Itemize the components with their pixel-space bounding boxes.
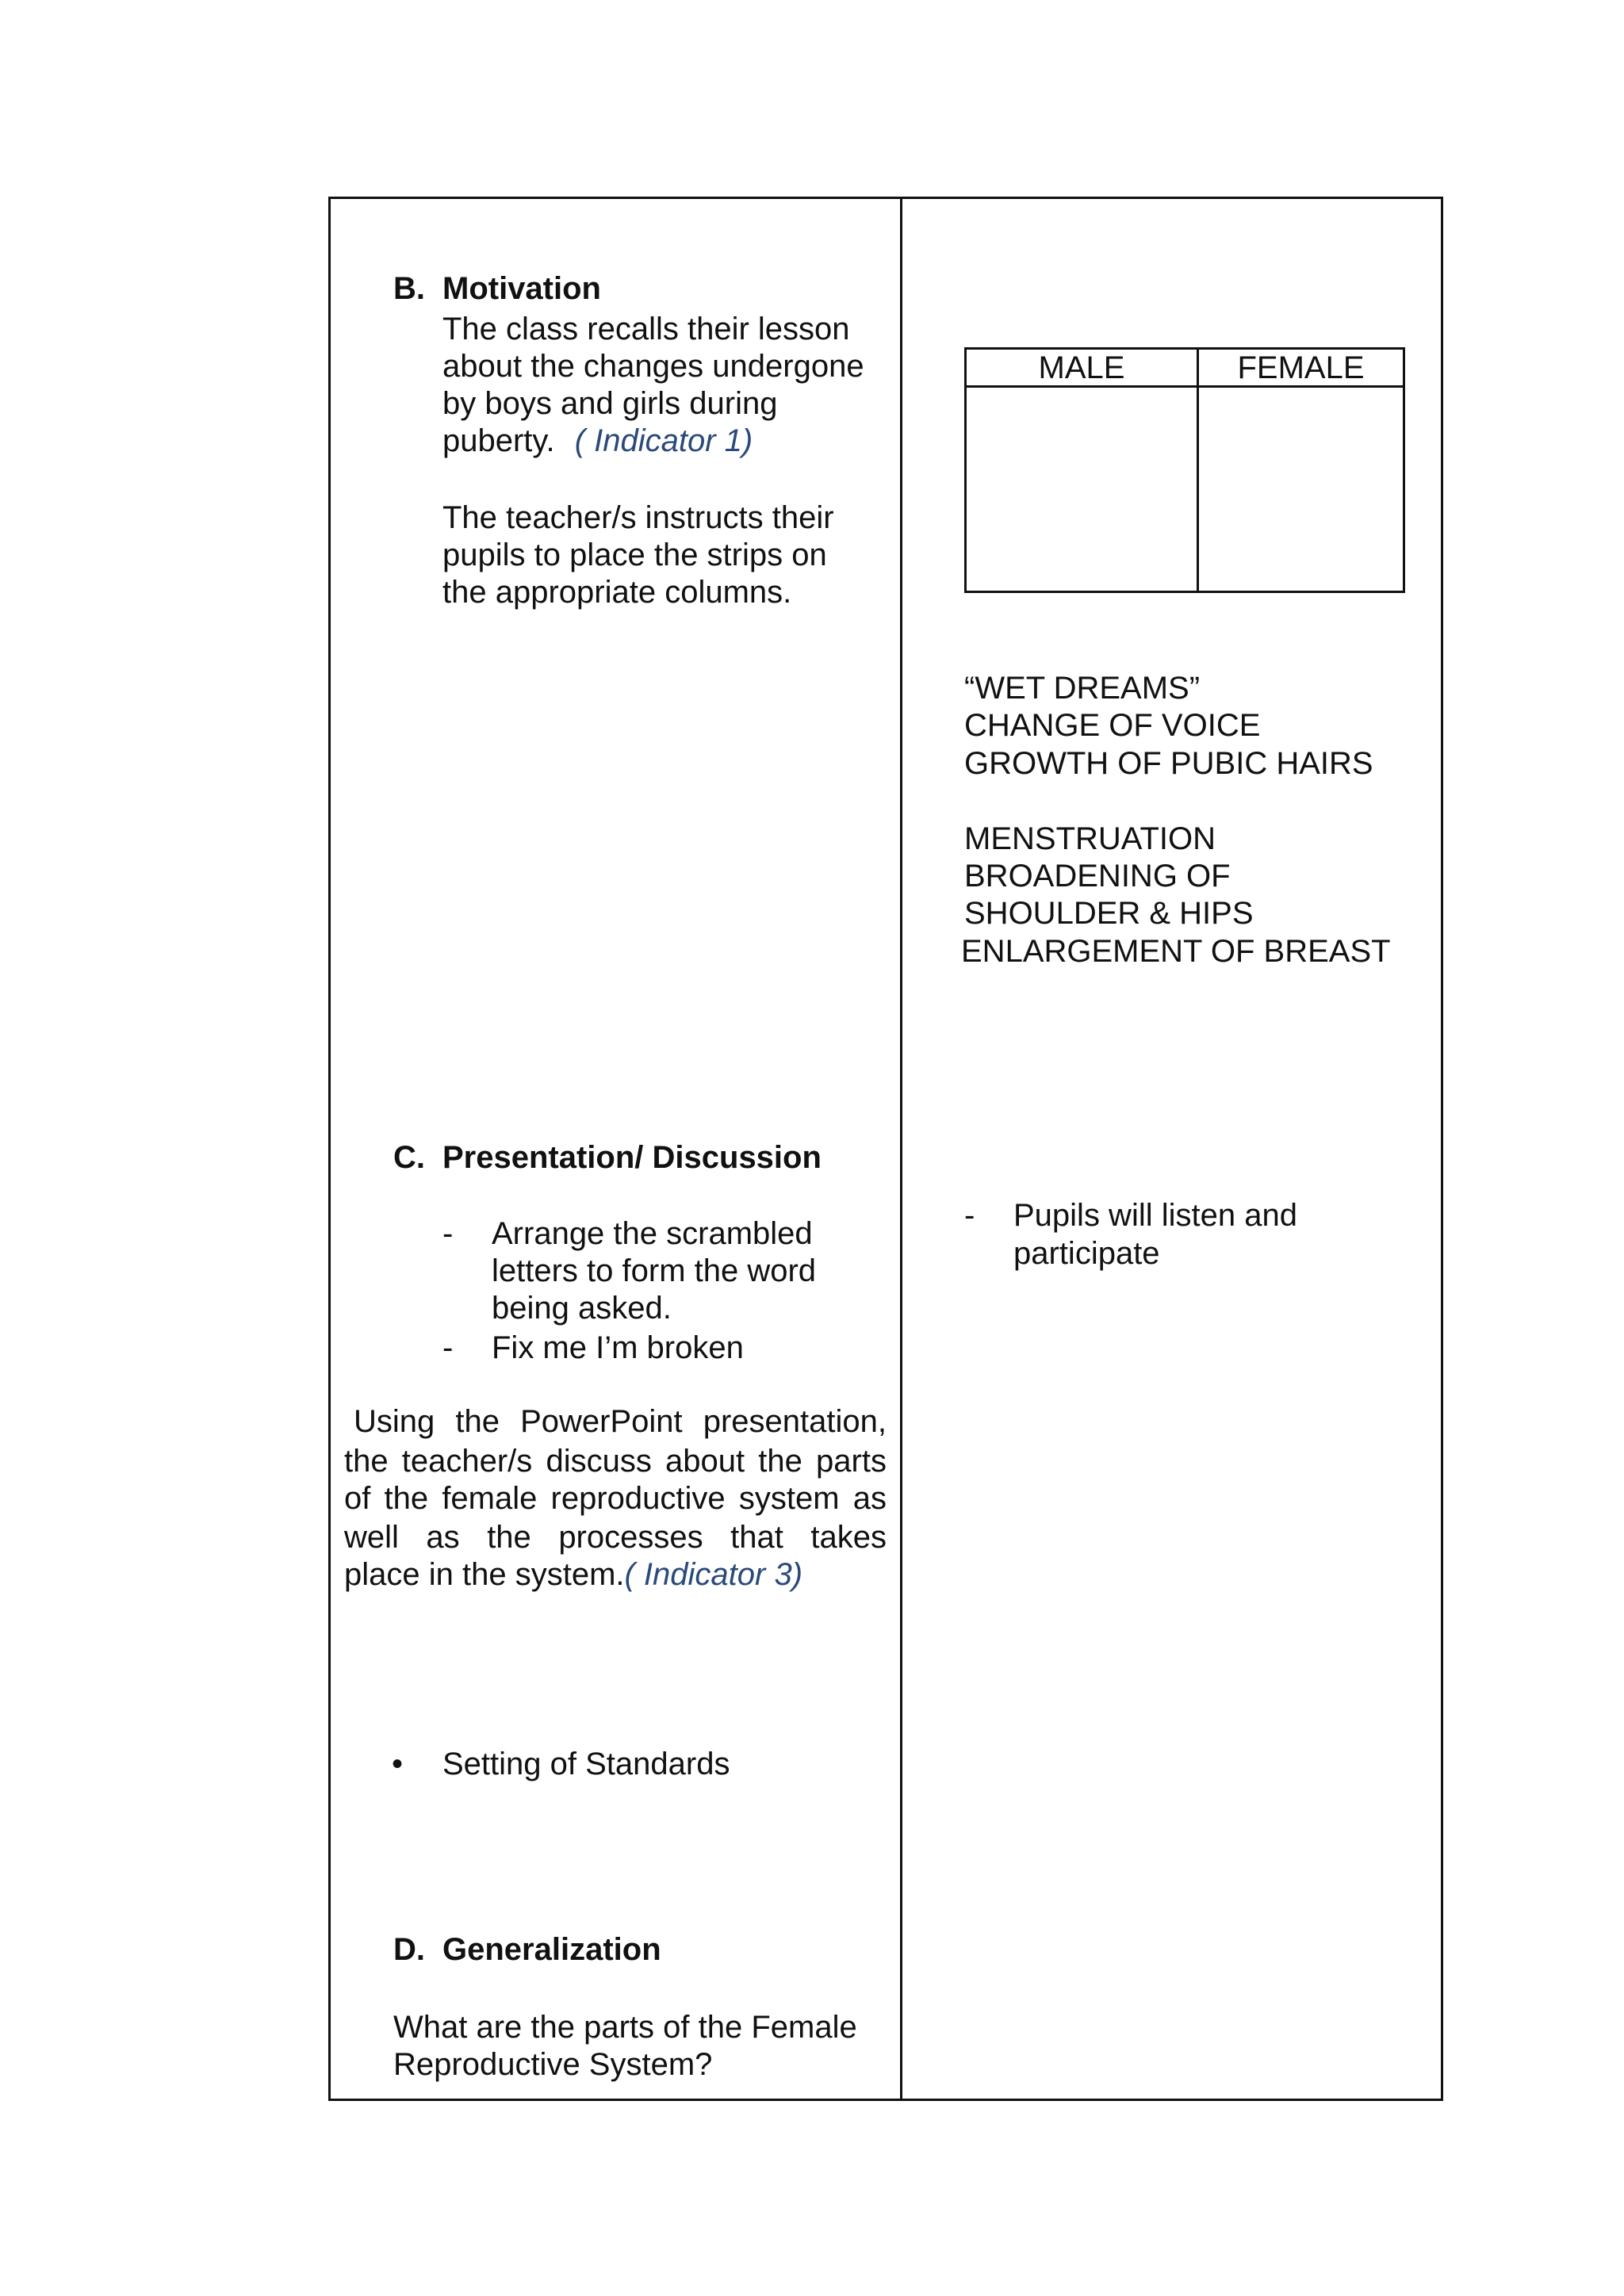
- activity-item: Fix me I’m broken: [492, 1330, 744, 1365]
- discussion-line: [344, 1519, 887, 1556]
- bullet-icon: •: [392, 1747, 404, 1781]
- discussion-line: [344, 1556, 802, 1594]
- pupil-response-line: participate: [1013, 1236, 1160, 1271]
- motivation-text-line: by boys and girls during: [442, 386, 778, 421]
- male-female-table: [964, 347, 1405, 593]
- strip-label: MENSTRUATION: [964, 821, 1216, 856]
- activity-item-line: being asked.: [492, 1291, 672, 1326]
- motivation-text-line: The class recalls their lesson: [442, 312, 850, 346]
- presentation-heading: Presentation/ Discussion: [442, 1140, 822, 1175]
- table-header-divider: [967, 385, 1403, 388]
- pupil-response-line: Pupils will listen and: [1013, 1198, 1297, 1233]
- word: of: [344, 1481, 371, 1516]
- discussion-line: [350, 1403, 887, 1441]
- motivation-text-line: [442, 423, 753, 460]
- setting-of-standards: Setting of Standards: [442, 1747, 730, 1781]
- word: teacher/s: [401, 1444, 533, 1479]
- word: the: [487, 1520, 531, 1555]
- strip-label: BROADENING OF: [964, 859, 1231, 894]
- strip-label: CHANGE OF VOICE: [964, 708, 1261, 743]
- word: Using: [354, 1404, 435, 1439]
- presentation-letter: C.: [393, 1140, 425, 1175]
- indicator-3: ( Indicator 3): [624, 1557, 803, 1592]
- word: the: [455, 1404, 500, 1439]
- discussion-line: [344, 1480, 887, 1517]
- instruction-text-line: the appropriate columns.: [442, 575, 792, 610]
- word: discuss: [546, 1444, 652, 1479]
- column-divider: [900, 199, 902, 2099]
- word: well: [344, 1520, 399, 1555]
- motivation-text-end: puberty.: [442, 423, 555, 458]
- dash-marker: -: [442, 1216, 454, 1251]
- dash-marker: -: [964, 1198, 975, 1233]
- discussion-text-end: place in the system.: [344, 1557, 625, 1592]
- strip-label: “WET DREAMS”: [964, 671, 1201, 706]
- discussion-line: [344, 1443, 887, 1480]
- strip-label: SHOULDER & HIPS: [964, 896, 1254, 931]
- instruction-text-line: The teacher/s instructs their: [442, 500, 834, 535]
- word: PowerPoint: [520, 1404, 683, 1439]
- word: the: [758, 1444, 802, 1479]
- female-column-header: FEMALE: [1237, 350, 1365, 385]
- activity-item-line: Arrange the scrambled: [492, 1216, 813, 1251]
- table-column-divider: [1197, 350, 1199, 591]
- word: the: [384, 1481, 429, 1516]
- word: the: [344, 1444, 389, 1479]
- word: takes: [810, 1520, 887, 1555]
- word: about: [665, 1444, 745, 1479]
- instruction-text-line: pupils to place the strips on: [442, 538, 827, 572]
- word: processes: [558, 1520, 703, 1555]
- male-column-header: MALE: [1038, 350, 1125, 385]
- word: presentation,: [703, 1404, 887, 1439]
- generalization-letter: D.: [393, 1932, 425, 1967]
- motivation-text-line: about the changes undergone: [442, 349, 864, 384]
- word: as: [852, 1481, 887, 1516]
- word: reproductive: [550, 1481, 726, 1516]
- generalization-question-line: What are the parts of the Female: [393, 2010, 857, 2045]
- word: as: [426, 1520, 460, 1555]
- dash-marker: -: [442, 1330, 454, 1365]
- generalization-heading: Generalization: [442, 1932, 661, 1967]
- word: that: [730, 1520, 783, 1555]
- indicator-1: ( Indicator 1): [574, 423, 753, 458]
- strip-label: ENLARGEMENT OF BREAST: [961, 934, 1391, 969]
- activity-item-line: letters to form the word: [492, 1253, 817, 1288]
- word: system: [738, 1481, 840, 1516]
- strip-label: GROWTH OF PUBIC HAIRS: [964, 746, 1373, 781]
- generalization-question-line: Reproductive System?: [393, 2047, 713, 2082]
- motivation-heading: Motivation: [442, 271, 601, 306]
- word: female: [442, 1481, 538, 1516]
- word: parts: [816, 1444, 887, 1479]
- motivation-letter: B.: [393, 271, 425, 306]
